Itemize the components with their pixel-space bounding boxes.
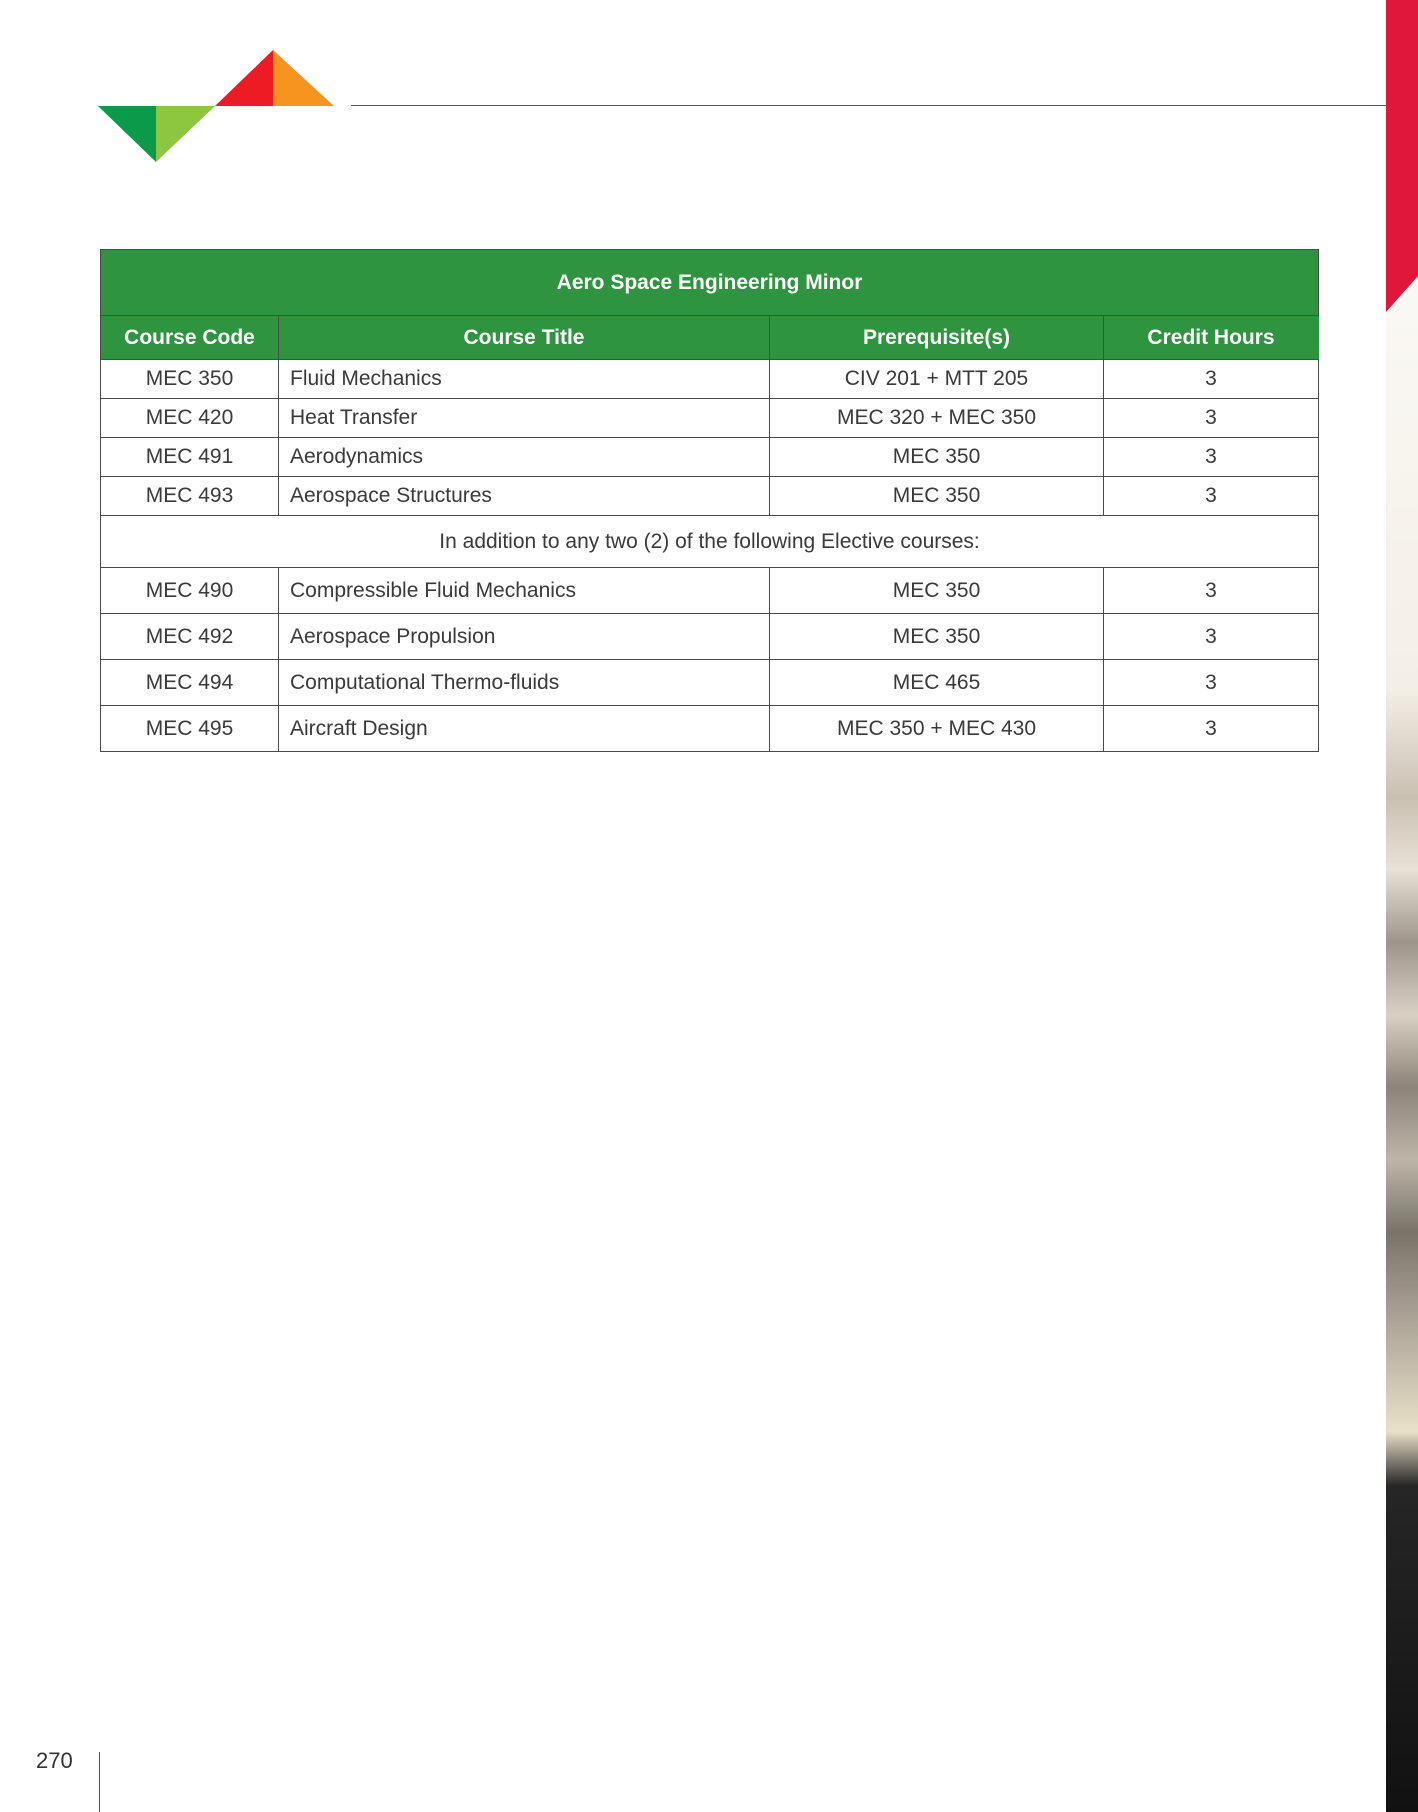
elective-note-row	[101, 516, 1319, 568]
logo-light-green-triangle	[156, 106, 215, 162]
page-number: 270	[36, 1748, 73, 1773]
table-row	[101, 660, 1319, 706]
course-credits: 3	[1104, 660, 1319, 706]
table-row	[101, 360, 1319, 399]
course-prereq: MEC 350	[770, 438, 1104, 477]
course-prereq: MEC 350	[770, 568, 1104, 614]
page-number-rule	[99, 1752, 100, 1812]
elective-note: In addition to any two (2) of the following Elective courses:	[101, 516, 1319, 568]
course-code: MEC 495	[101, 706, 279, 752]
table-row	[101, 399, 1319, 438]
course-prereq: CIV 201 + MTT 205	[770, 360, 1104, 399]
course-code: MEC 350	[101, 360, 279, 399]
table-row	[101, 568, 1319, 614]
course-credits: 3	[1104, 438, 1319, 477]
course-title: Compressible Fluid Mechanics	[279, 568, 770, 614]
triangles-logo	[98, 50, 334, 162]
table-row	[101, 614, 1319, 660]
course-code: MEC 493	[101, 477, 279, 516]
course-code: MEC 492	[101, 614, 279, 660]
table-row	[101, 438, 1319, 477]
course-title: Aerospace Propulsion	[279, 614, 770, 660]
header-prerequisites: Prerequisite(s)	[770, 316, 1104, 360]
header-credit-hours: Credit Hours	[1104, 316, 1319, 360]
table-header-row	[101, 316, 1319, 360]
course-title: Computational Thermo-fluids	[279, 660, 770, 706]
course-credits: 3	[1104, 360, 1319, 399]
course-code: MEC 494	[101, 660, 279, 706]
table-row	[101, 477, 1319, 516]
course-title: Aerospace Structures	[279, 477, 770, 516]
side-red-band	[1386, 0, 1418, 312]
course-code: MEC 490	[101, 568, 279, 614]
course-credits: 3	[1104, 477, 1319, 516]
course-prereq: MEC 320 + MEC 350	[770, 399, 1104, 438]
course-credits: 3	[1104, 399, 1319, 438]
logo-dark-green-triangle	[98, 106, 156, 162]
table-title: Aero Space Engineering Minor	[101, 250, 1319, 316]
course-prereq: MEC 350	[770, 477, 1104, 516]
course-prereq: MEC 350	[770, 614, 1104, 660]
course-title: Heat Transfer	[279, 399, 770, 438]
course-prereq: MEC 465	[770, 660, 1104, 706]
course-code: MEC 420	[101, 399, 279, 438]
course-code: MEC 491	[101, 438, 279, 477]
course-title: Aerodynamics	[279, 438, 770, 477]
header-course-code: Course Code	[101, 316, 279, 360]
logo-orange-triangle	[273, 50, 334, 106]
course-prereq: MEC 350 + MEC 430	[770, 706, 1104, 752]
course-title: Fluid Mechanics	[279, 360, 770, 399]
table-row	[101, 706, 1319, 752]
course-credits: 3	[1104, 614, 1319, 660]
course-credits: 3	[1104, 706, 1319, 752]
logo-red-triangle	[215, 50, 273, 106]
course-title: Aircraft Design	[279, 706, 770, 752]
aerospace-minor-table	[100, 249, 1319, 752]
course-credits: 3	[1104, 568, 1319, 614]
header-course-title: Course Title	[279, 316, 770, 360]
header-rule	[351, 105, 1386, 106]
table-title-row	[101, 250, 1319, 316]
